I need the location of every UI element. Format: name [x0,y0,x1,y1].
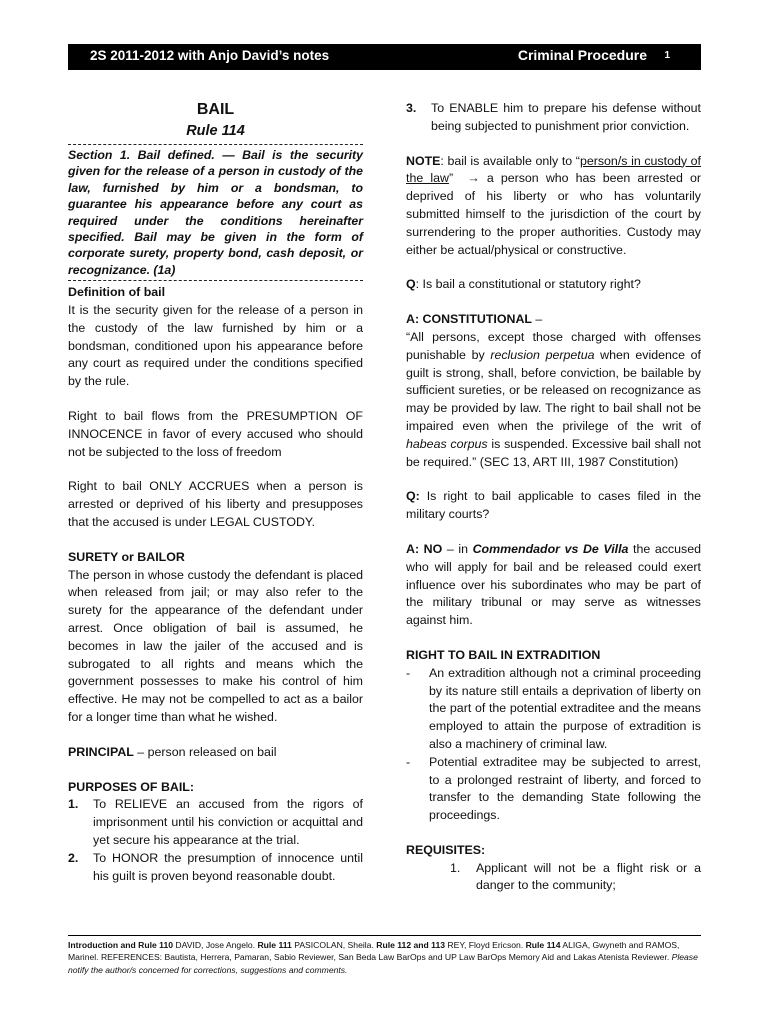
note-text: a person who has been arrested or deprived of his liberty or who has voluntarily submitted himself to the jurisdiction of the court by surrendering to the proper authorities. Custody may either be actual/physical or constructive. [406,171,702,257]
answer-2 [406,541,701,630]
footer-author: PASICOLAN, Sheila. [291,940,377,950]
question-text: : Is bail a constitutional or statutory right? [415,277,641,292]
principal-paragraph [68,744,363,762]
right-column [406,100,701,895]
note-text: : bail is available only to “ [440,153,580,168]
principal-label: PRINCIPAL [68,744,134,759]
footer-rule: Rule 111 [257,940,292,950]
header-subject: Criminal Procedure [517,47,647,63]
purpose-text: To ENABLE him to prepare his defense without being subjected to punishment prior conviction. [431,101,701,133]
list-item-text: An extradition although not a criminal proceeding by its nature still entails a deprivation of liberty on the part of the potential extraditee and the means employed to attain the purpose of extradition is also a machinery of criminal law. [429,665,701,751]
list-item [406,754,701,825]
page-title: BAIL [196,101,235,118]
definition-heading: Definition of bail [68,285,166,300]
list-item [406,665,701,754]
purpose-item [68,796,363,849]
answer-text: when evidence of guilt is strong, shall, before conviction, be bailable by sufficient sureties, or be released on recognizance as may be provided by law. The right to bail shall not be impaired even when the privilege of the writ of [406,347,701,433]
answer-text: the accused who will apply for bail and be released could exert influence over his subordinates who may be part of the military tribunal or may serve as witnesses against him. [406,541,701,628]
note-label: NOTE [406,153,441,168]
surety-heading: SURETY or BAILOR [68,549,185,564]
footer-author: REY, Floyd Ericson. [445,940,526,950]
requisite-text: Applicant will not be a flight risk or a danger to the community; [476,860,701,893]
requisite-item [406,860,701,896]
question-1 [406,276,701,294]
answer-1-text [406,329,701,471]
footer-rule: Rule 114 [525,940,561,950]
answer-dash: – [531,312,543,327]
note-underlined: person/s in custody of the law [406,153,702,186]
question-label: Q [406,277,416,292]
definition-text: It is the security given for the release of a person in the custody of the law furnished by him or a bondsman, conditioned upon his appearance before any court as required under the conditions specified by the rule. [68,303,363,389]
page-number: 1 [664,50,670,61]
page-footer [68,935,701,976]
purpose-number: 3. [406,101,417,115]
note-paragraph [406,153,701,260]
footer-author: DAVID, Jose Angelo. [173,940,258,950]
footer-rule: Introduction and Rule 110 [68,940,174,950]
dashed-divider [68,144,363,145]
arrow-right-icon: → [467,171,480,186]
answer-italic: habeas corpus [406,436,488,451]
principal-text: – person released on bail [133,744,277,759]
requisite-number: 1. [450,860,461,875]
question-text: Is right to bail applicable to cases filed in the military courts? [406,489,701,522]
list-dash: - [406,754,411,769]
purpose-text: To RELIEVE an accused from the rigors of imprisonment until his conviction or acquittal and yet secure his appearance at the trial. [93,797,363,847]
list-item-text: Potential extraditee may be subjected to arrest, to a prolonged restraint of liberty, and forced to transfer to the demanding State following the proceedings. [429,754,701,823]
answer-text: – in [442,541,473,556]
answer-label: A: CONSTITUTIONAL [406,312,532,327]
note-text: ” [448,171,454,186]
footer-author: ALIGA, Gwyneth and RAMOS, Marinel. REFERENCES: Bautista, Herrera, Pamaran, Sabio Reviewer, San Beda Law BarOps and UP Law BarOps Memory Aid and Lakas Atenista Reviewer. [68,940,680,963]
purposes-heading: PURPOSES OF BAIL: [68,779,194,794]
requisites-heading: REQUISITES: [406,842,486,857]
section-1-text: Section 1. Bail defined. — Bail is the security given for the release of a person in custody of the law, furnished by him or a bondsman, to guarantee his appearance before any court as required under the conditions hereinafter specified. Bail may be given in the form of corporate surety, property bond, cash deposit, or recognizance. (1a) [68,148,363,277]
answer-italic: reclusion perpetua [490,347,595,362]
presumption-paragraph: Right to bail flows from the PRESUMPTION OF INNOCENCE in favor of every accused who should not be subjected to the loss of freedom [68,409,363,459]
surety-text: The person in whose custody the defendant is placed when released from jail; or may also refer to the surety for the appearance of the defendant under arrest. Once obligation of bail is assumed, he becomes in law the jailer of the accused and is subrogated to all rights and means which the government possesses to make his control of him effective. He may not be compelled to act as a bailor for a longer time than what he wished. [68,567,363,724]
purpose-number: 1. [68,797,79,812]
list-dash: - [406,665,411,680]
question-label: Q: [406,489,420,504]
extradition-heading: RIGHT TO BAIL IN EXTRADITION [406,647,601,662]
purpose-item [406,100,701,136]
dashed-divider [68,280,363,281]
header-course: 2S 2011-2012 with Anjo David’s notes [90,48,330,63]
answer-label: A: NO [406,541,443,556]
answer-text: is suspended. Excessive bail shall not be required.” (SEC 13, ART III, 1987 Constitution) [406,436,701,469]
left-column [68,100,363,885]
case-name: Commendador vs De Villa [472,541,629,556]
purpose-item [68,850,363,886]
question-2 [406,488,701,524]
answer-1-heading [406,311,701,329]
answer-text: “All persons, except those charged with offenses punishable by [406,329,701,362]
purpose-number: 2. [68,850,79,865]
footer-notice: Please notify the author/s concerned for corrections, suggestions and comments. [68,952,698,975]
accrues-paragraph: Right to bail ONLY ACCRUES when a person is arrested or deprived of his liberty and presupposes that the accused is under LEGAL CUSTODY. [68,479,363,530]
page-header [68,44,701,70]
rule-subtitle: Rule 114 [186,123,245,139]
purpose-text: To HONOR the presumption of innocence until his guilt is proven beyond reasonable doubt. [93,850,363,883]
footer-rule: Rule 112 and 113 [376,940,446,950]
